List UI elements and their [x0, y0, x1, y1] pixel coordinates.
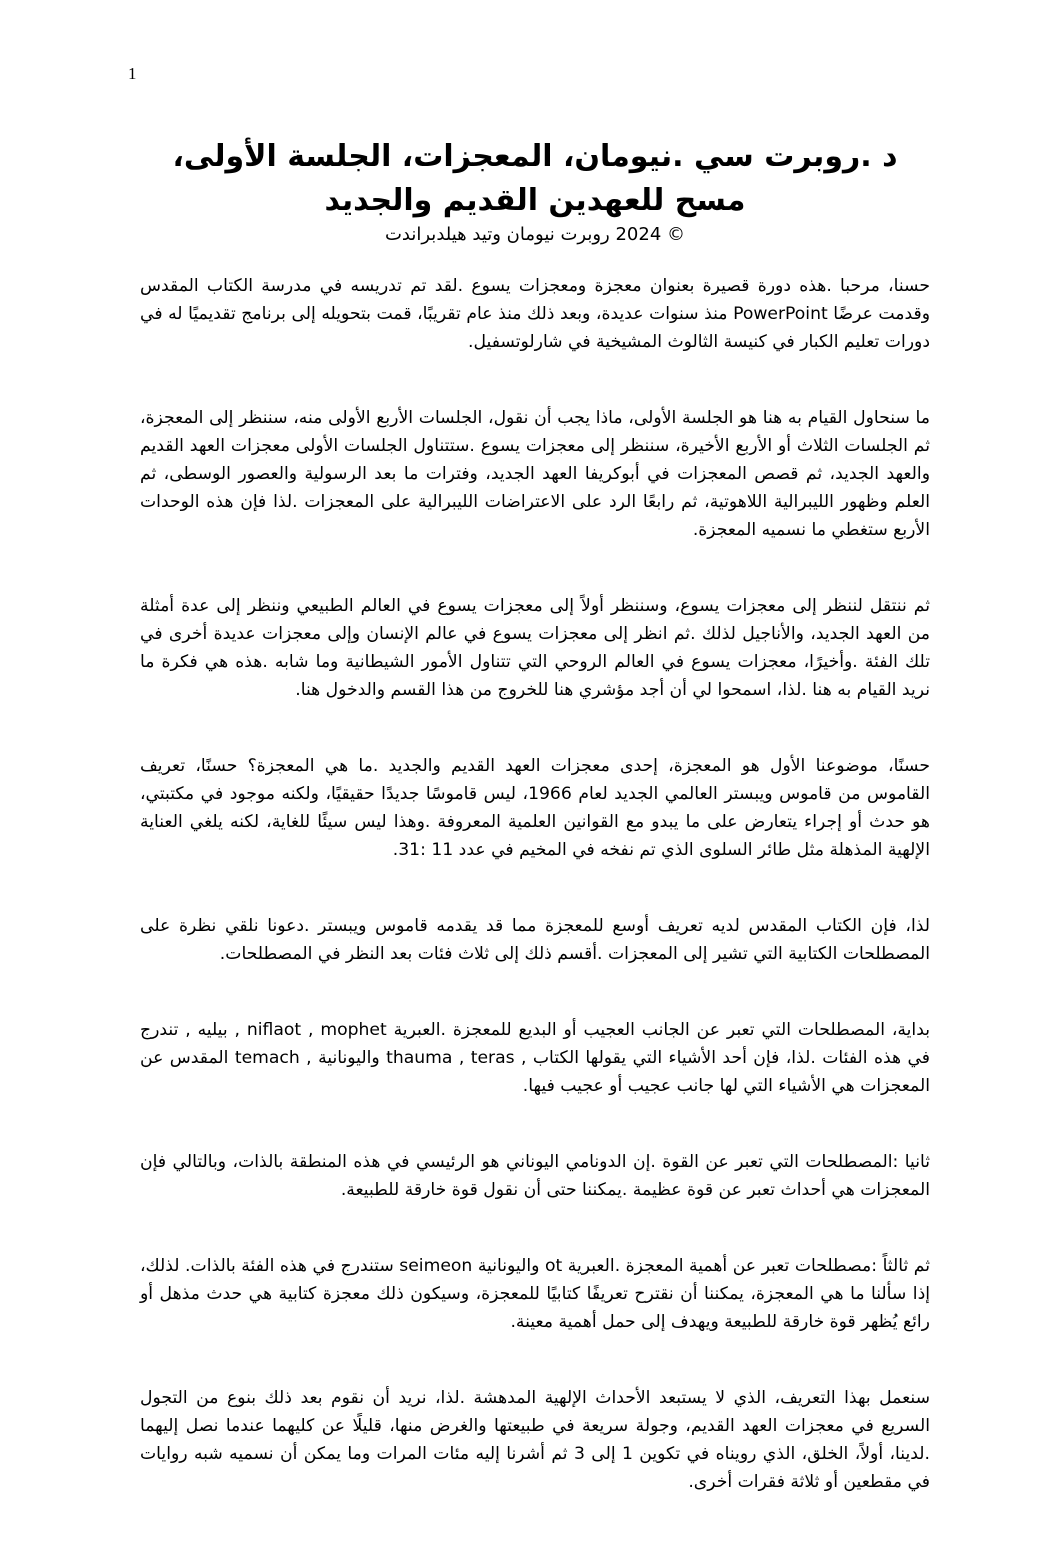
copyright-line: © 2024 روبرت نيومان وتيد هيلدبراندت — [384, 224, 686, 245]
page-number: 1 — [128, 64, 137, 83]
paragraph-1: حسنا، مرحبا .هذه دورة قصيرة بعنوان معجزة ومعجزات يسوع .لقد تم تدريسه في مدرسة الكتاب المقدس وقدمت عرضًا PowerPoint منذ سنوات عديدة، وبعد ذلك منذ عام تقريبًا، قمت بتحويله إلى برنامج تقديميًا له في دورات تعليم الكبار في كنيسة الثالوث المشيخية في شارلوتسفيل. — [140, 276, 931, 352]
document-header — [140, 135, 930, 247]
paragraph-8: ثم ثالثاً :مصطلحات تعبر عن أهمية المعجزة .العبرية ot واليونانية seimeon ستندرج في هذه الفئة بالذات. لذلك، إذا سألنا ما هي المعجزة، يمكننا أن نقترح تعريفًا كتابيًا للمعجزة، وسيكون ذلك معجزة كتابية هي حدث مذهل أو رائع يُظهر قوة خارقة للطبيعة ويهدف إلى حمل أهمية معينة. — [140, 1256, 930, 1332]
paragraph-2: ما سنحاول القيام به هنا هو الجلسة الأولى، ماذا يجب أن نقول، الجلسات الأربع الأولى منه، سننظر إلى المعجزة، ثم الجلسات الثلاث أو الأربع الأخيرة، سننظر إلى معجزات يسوع .ستتناول الجلسات الأولى معجزات العهد القديم والعهد الجديد، ثم قصص المعجزات في أبوكريفا العهد الجديد، وفترات ما بعد الرسولية والعصور الوسطى، ثم العلم وظهور الليبرالية اللاهوتية، ثم رابعًا الرد على الاعتراضات الليبرالية على المعجزات .لذا فإن هذه الوحدات الأربع ستغطي ما نسميه المعجزة. — [140, 408, 930, 540]
paragraph-4: حسنًا، موضوعنا الأول هو المعجزة، إحدى معجزات العهد القديم والجديد .ما هي المعجزة؟ حسنًا، تعريف القاموس من قاموس ويبستر العالمي الجديد لعام 1966، ليس قاموسًا جديدًا حقيقيًا، ولكنه موجود في مكتبتي، هو حدث أو إجراء يتعارض على ما يبدو مع القوانين العلمية المعروفة .وهذا ليس سيئًا للغاية، لكنه يلغي العناية الإلهية المذهلة مثل طائر السلوى الذي تم نفخه في المخيم في عدد 11 :31. — [140, 756, 931, 860]
page-title: د .روبرت سي .نيومان، المعجزات، الجلسة الأولى، — [172, 139, 898, 174]
paragraph-6: بداية، المصطلحات التي تعبر عن الجانب العجيب أو البديع للمعجزة .العبرية niflaot , mophet , بيليه , تندرج في هذه الفئات .لذا، فإن أحد الأشياء التي يقولها الكتاب , thauma , teras واليونانية , temach المقدس عن المعجزات هي الأشياء التي لها جانب عجيب أو عجيب فيها. — [140, 1020, 930, 1096]
page-subtitle: مسح للعهدين القديم والجديد — [324, 183, 746, 218]
paragraph-5: لذا، فإن الكتاب المقدس لديه تعريف أوسع للمعجزة مما قد يقدمه قاموس ويبستر .دعونا نلقي نظرة على المصطلحات الكتابية التي تشير إلى المعجزات .أقسم ذلك إلى ثلاث فئات بعد النظر في المصطلحات. — [140, 916, 930, 964]
paragraph-7: ثانيا :المصطلحات التي تعبر عن القوة .إن الدونامي اليوناني هو الرئيسي في هذه المنطقة بالذات، وبالتالي فإن المعجزات هي أحداث تعبر عن قوة عظيمة .يمكننا حتى أن نقول قوة خارقة للطبيعة. — [140, 1152, 930, 1200]
document-body — [140, 272, 930, 1544]
paragraph-9: سنعمل بهذا التعريف، الذي لا يستبعد الأحداث الإلهية المدهشة .لذا، نريد أن نقوم بعد ذلك بنوع من التجول السريع في معجزات العهد القديم، وجولة سريعة في طبيعتها والغرض منها، قليلًا عن كليهما عندما نصل إليهما .لدينا، أولاً، الخلق، الذي رويناه في تكوين 1 إلى 3 ثم أشرنا إليه مئات المرات وما يمكن أن نسميه شبه روايات في مقطعين أو ثلاثة فقرات أخرى. — [140, 1388, 930, 1492]
paragraph-3: ثم ننتقل لننظر إلى معجزات يسوع، وسننظر أولاً إلى معجزات يسوع في العالم الطبيعي وننظر إلى عدة أمثلة من العهد الجديد، والأناجيل لذلك .ثم انظر إلى معجزات يسوع في عالم الإنسان وإلى معجزات عديدة أخرى في تلك الفئة .وأخيرًا، معجزات يسوع في العالم الروحي التي تتناول الأمور الشيطانية وما شابه .هذه هي فكرة ما نريد القيام به هنا .لذا، اسمحوا لي أن أجد مؤشري هنا للخروج من هذا القسم والدخول هنا. — [140, 596, 930, 700]
